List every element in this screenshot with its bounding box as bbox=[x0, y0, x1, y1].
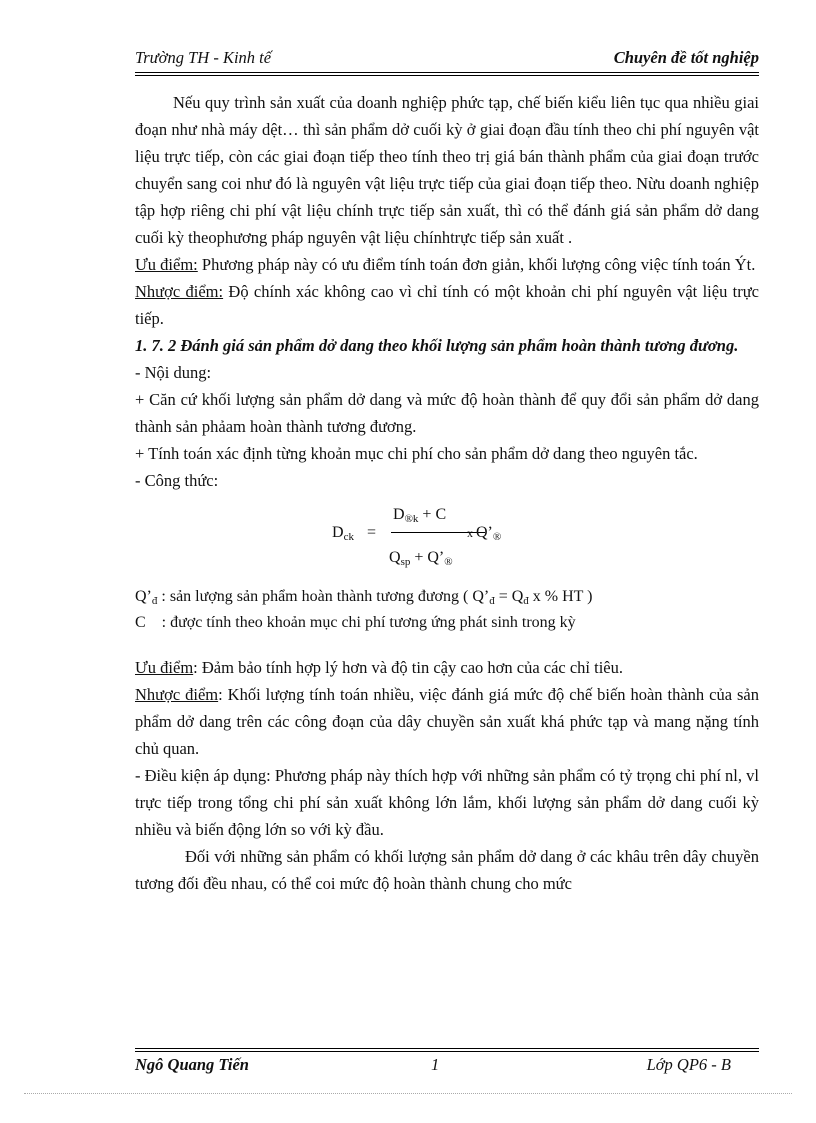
disadvantage-1-text: Độ chính xác không cao vì chỉ tính có một khoản chi phí nguyên vật liệu trực tiếp. bbox=[135, 282, 760, 328]
footer-class: Lớp QP6 - B bbox=[646, 1055, 731, 1074]
paragraph-intro: Nếu quy trình sản xuất của doanh nghiệp phức tạp, chế biến kiểu liên tục qua nhiều giai đoạn như nhà máy dệt… thì sản phẩm dở cuối kỳ ở giai đoạn đầu tính theo chi phí nguyên vật liệu trực tiếp, còn các giai đoạn tiếp theo tính theo trị giá bán thành phẩm của giai đoạn trước chuyển sang coi như đó là nguyên vật liệu trực tiếp của giai đoạn tiếp theo. Nừu doanh nghiệp tập hợp riêng chi phí vật liệu chính trực tiếp sản xuất, thì có thể đánh giá sản phẩm dở dang cuối kỳ theophương pháp nguyên vật liệu chínhtrực tiếp sản xuất . bbox=[135, 93, 759, 247]
formula-rhs: $Q’_®$ bbox=[476, 524, 502, 543]
formula-label: - Công thức: bbox=[135, 471, 219, 490]
formula bbox=[135, 496, 759, 579]
advantage-1-text: Phương pháp này có ưu điểm tính toán đơn giản, khối lượng công việc tính toán Ýt. bbox=[197, 255, 756, 274]
formula-lhs: $D_{ck}$ bbox=[332, 524, 354, 543]
header-rule bbox=[135, 72, 759, 73]
advantage-1 bbox=[135, 251, 759, 278]
footer-author: Ngô Quang Tiến bbox=[135, 1055, 249, 1074]
header-school: Trường TH - Kinh tế bbox=[135, 48, 272, 67]
paragraph-last: Đối với những sản phẩm có khối lượng sản phẩm dở dang ở các khâu trên dây chuyền tương đối đều nhau, có thể coi mức độ hoàn thành chung cho mức bbox=[135, 847, 759, 893]
advantage-1-label: Ưu điểm: bbox=[135, 255, 198, 274]
disadvantage-1-label: Nhược điểm: bbox=[135, 282, 224, 301]
definition-c: C : được tính theo khoản mục chi phí tương ứng phát sinh trong kỳ bbox=[135, 614, 576, 631]
formula-definitions bbox=[135, 586, 759, 633]
document-body bbox=[135, 89, 759, 897]
content-label: - Nội dung: bbox=[135, 363, 212, 382]
formula-times: x bbox=[467, 526, 473, 540]
bullet-2: + Tính toán xác định từng khoản mục chi phí cho sản phẩm dở dang theo nguyên tắc. bbox=[135, 444, 698, 463]
conditions: - Điều kiện áp dụng: Phương pháp này thích hợp với những sản phẩm có tỷ trọng chi phí nl, vl trực tiếp trong tổng chi phí sản xuất không lớn lắm, khối lượng sản phẩm dở dang cuối kỳ nhiều và biến động lớn so với kỳ đầu. bbox=[135, 766, 759, 839]
footer-rule-2 bbox=[135, 1051, 759, 1052]
header-rule-2 bbox=[135, 75, 759, 76]
section-heading: 1. 7. 2 Đánh giá sản phẩm dở dang theo khối lượng sản phẩm hoàn thành tương đương. bbox=[135, 336, 739, 355]
disadvantage-2 bbox=[135, 681, 759, 762]
page-footer bbox=[135, 1055, 759, 1077]
formula-denominator: $Q_{sp}$ + $Q’_®$ bbox=[389, 549, 453, 568]
footer-rule bbox=[135, 1048, 759, 1049]
disadvantage-1 bbox=[135, 278, 759, 332]
page-header bbox=[135, 48, 759, 70]
header-title: Chuyên đề tốt nghiệp bbox=[613, 48, 759, 67]
advantage-2-label: Ưu điểm bbox=[135, 658, 194, 677]
page-number: 1 bbox=[431, 1055, 440, 1074]
bullet-1: + Căn cứ khối lượng sản phẩm dở dang và mức độ hoàn thành để quy đổi sản phẩm dở dang thành sản phảam hoàn thành tương đương. bbox=[135, 390, 759, 436]
advantage-2-text: : Đảm bảo tính hợp lý hơn và độ tin cậy cao hơn của các chỉ tiêu. bbox=[193, 658, 624, 677]
formula-equals: = bbox=[367, 524, 377, 541]
disadvantage-2-label: Nhược điểm bbox=[135, 685, 219, 704]
definition-q: $Q’_đ$ : sản lượng sản phẩm hoàn thành tương đương ( $Q’_đ = Q_đ$ x % HT ) bbox=[135, 588, 593, 607]
advantage-2 bbox=[135, 654, 759, 681]
page-edge-divider bbox=[24, 1093, 792, 1094]
disadvantage-2-text: : Khối lượng tính toán nhiều, việc đánh giá mức độ chế biến hoàn thành của sản phẩm dở dang trên các công đoạn của dây chuyền sản xuất khá phức tạp và mang nặng tính chủ quan. bbox=[135, 685, 760, 758]
formula-numerator: $D_{®k} + C$ bbox=[393, 506, 447, 525]
